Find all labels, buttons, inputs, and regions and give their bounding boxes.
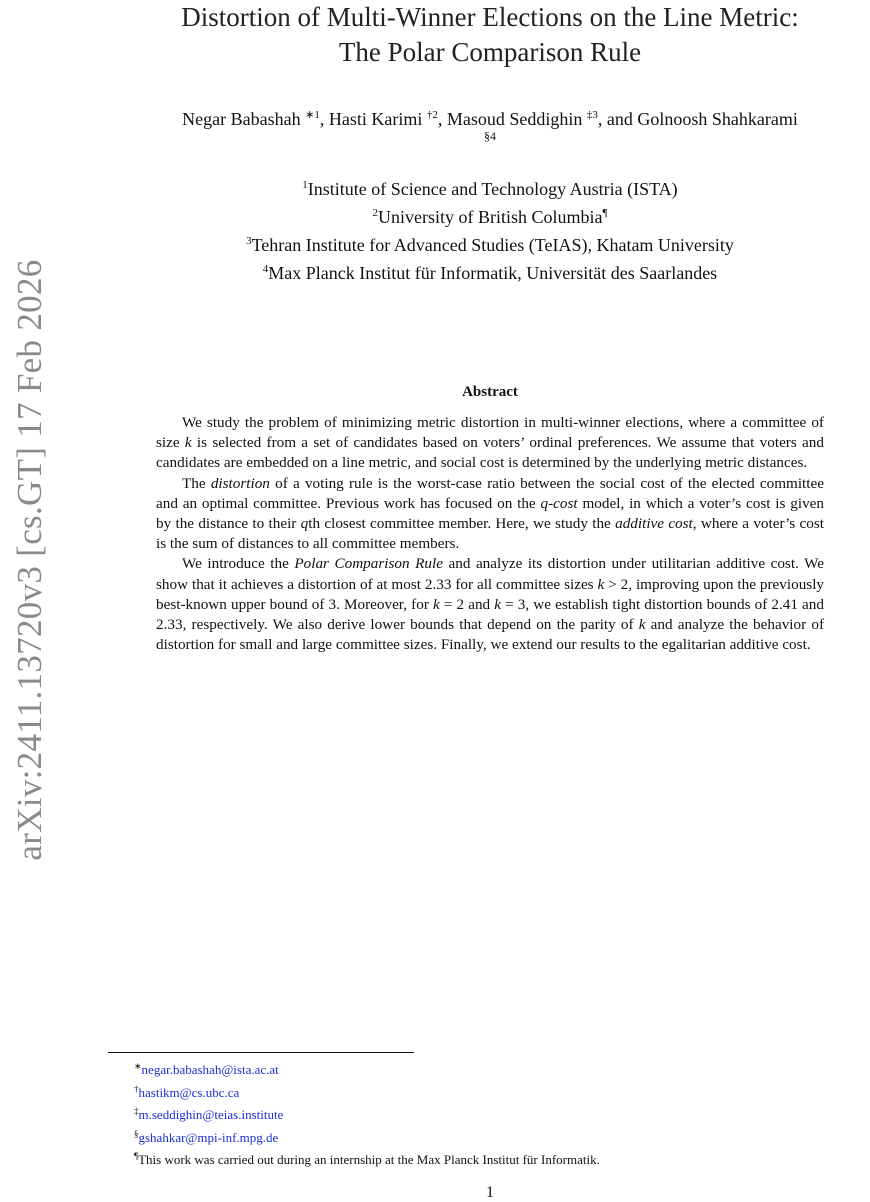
text-run: We study the problem of minimizing metric distortion in multi-winner elections, where a committee of size	[156, 414, 824, 452]
text-run: We introduce the	[182, 555, 295, 573]
affiliation-list	[150, 173, 830, 285]
affiliation-text: Institute of Science and Technology Austria (ISTA)	[307, 179, 678, 199]
author-separator: , and	[597, 109, 638, 129]
affiliation-number: 3	[246, 235, 252, 247]
affiliation-text: Max Planck Institut für Informatik, Universität des Saarlandes	[268, 263, 718, 283]
text-run: = 3, we establish tight distortion bounds of 2.41 and 2.33, respectively. We also derive lower bounds that depend on the parity of	[156, 595, 824, 634]
title-line-1: Distortion of Multi-Winner Elections on the Line Metric:	[181, 2, 799, 32]
footnote	[134, 1102, 834, 1125]
affiliation-line	[150, 173, 830, 201]
abstract-paragraph-1	[156, 413, 824, 474]
email-link[interactable]: hastikm@cs.ubc.ca	[138, 1084, 240, 1100]
text-run: and analyze the behavior of distortion for small and large committee sizes. Finally, we extend our results to the egalitarian additive cost.	[156, 616, 824, 654]
author-mark: ∗1	[305, 109, 320, 121]
author-name: Negar Babashah	[182, 109, 301, 129]
affiliation-text: University of British Columbia	[378, 207, 603, 227]
email-link[interactable]: negar.babashah@ista.ac.at	[141, 1062, 279, 1077]
footnote-mark: ‡	[134, 1106, 139, 1116]
author-mark: ‡3	[586, 109, 598, 121]
emphasis: distortion	[210, 474, 270, 492]
arxiv-identifier-stamp: arXiv:2411.13720v3 [cs.GT] 17 Feb 2026	[10, 259, 49, 861]
footnote	[134, 1147, 834, 1170]
author-separator: ,	[437, 109, 447, 129]
text-run: of a voting rule is the worst-case ratio between the social cost of the elected committee and an optimal committee. Previous work has focused on the	[156, 474, 824, 512]
math-variable: k	[494, 595, 501, 613]
math-variable: k	[184, 434, 192, 452]
text-run: is selected from a set of candidates based on voters’ ordinal preferences. We assume that voters and candidates are embedded on a line metric, and social cost is determined by the underlying metric distances.	[156, 434, 824, 472]
abstract-body	[156, 413, 824, 655]
paper-title	[150, 0, 830, 70]
author-separator: ,	[319, 109, 329, 129]
footnote	[134, 1125, 834, 1148]
author-mark: †2	[426, 109, 438, 121]
emphasis: q-cost	[540, 494, 578, 512]
footnote-mark: §	[134, 1128, 139, 1139]
author-list	[100, 104, 870, 130]
emphasis: Polar Comparison Rule	[294, 555, 443, 573]
text-run: > 2, improving upon the previously best-known upper bound of 3. Moreover, for	[156, 575, 825, 613]
abstract-heading: Abstract	[462, 384, 518, 400]
title-line-2: The Polar Comparison Rule	[338, 37, 642, 67]
author-name: Masoud Seddighin	[446, 109, 583, 129]
author-name: Golnoosh Shahkarami	[637, 109, 798, 129]
affiliation-line	[150, 257, 830, 285]
abstract-paragraph-2	[156, 474, 824, 555]
math-variable: k	[638, 616, 646, 634]
footnote-text: This work was carried out during an internship at the Max Planck Institut für Informatik.	[138, 1152, 600, 1167]
math-variable: k	[597, 575, 605, 593]
author-name: Hasti Karimi	[328, 109, 423, 129]
footnote-mark: ∗	[134, 1061, 142, 1071]
math-variable: q	[300, 515, 309, 533]
footnote-mark: †	[134, 1083, 139, 1094]
math-variable: k	[432, 595, 440, 613]
footnote-divider	[108, 1052, 414, 1053]
email-link[interactable]: m.seddighin@teias.institute	[138, 1107, 284, 1122]
footnote	[134, 1080, 834, 1103]
affiliation-number: 4	[262, 263, 269, 275]
affiliation-line	[150, 229, 830, 257]
footnotes	[134, 1057, 834, 1170]
author-affiliation-mark: §4	[484, 129, 496, 143]
emphasis: additive cost	[615, 515, 693, 533]
text-run: model, in which a voter’s cost is given by the distance to their	[156, 494, 824, 533]
footnote-mark: ¶	[134, 1151, 139, 1161]
affiliation-text: Tehran Institute for Advanced Studies (TeIAS), Khatam University	[251, 235, 734, 255]
abstract-paragraph-3	[156, 554, 824, 655]
affiliation-line	[150, 201, 830, 229]
email-link[interactable]: gshahkar@mpi-inf.mpg.de	[138, 1129, 279, 1145]
affiliation-footnote-mark: ¶	[602, 207, 608, 219]
text-run: and analyze its distortion under utilitarian additive cost. We show that it achieves a distortion of at most 2.33 for all committee sizes	[156, 555, 824, 593]
text-run: = 2 and	[439, 595, 495, 613]
page-number: 1	[486, 1184, 494, 1201]
footnote	[134, 1057, 834, 1080]
affiliation-number: 1	[302, 179, 308, 191]
text-run: th closest committee member. Here, we study the	[308, 515, 616, 533]
affiliation-number: 2	[372, 207, 378, 219]
text-run: , where a voter’s cost is the sum of distances to all committee members.	[156, 515, 824, 553]
text-run: The	[182, 474, 211, 492]
